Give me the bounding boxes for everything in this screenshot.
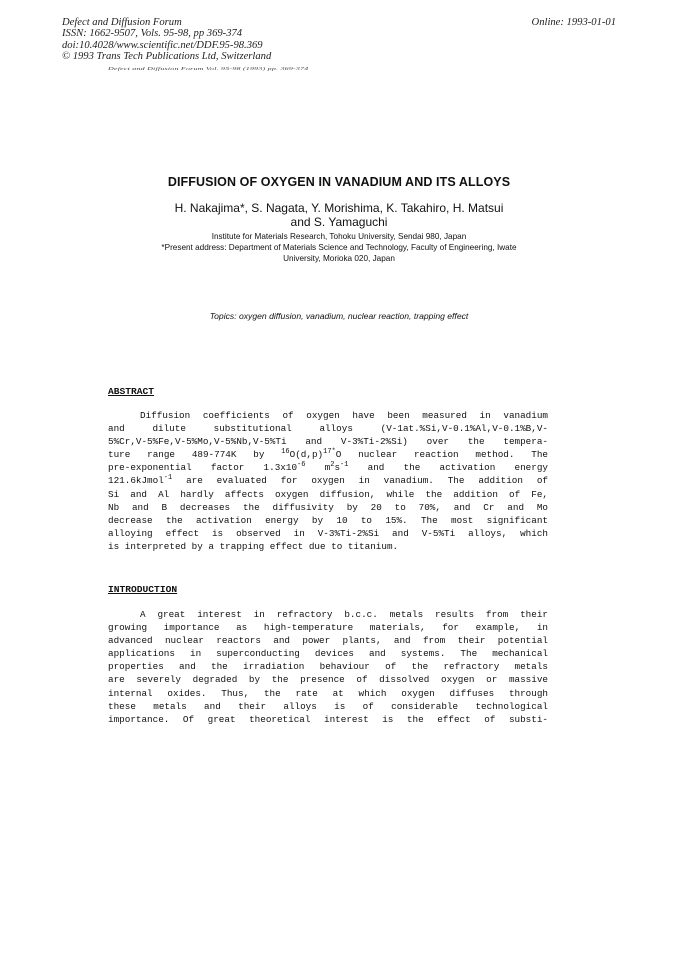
affiliation-line-1: Institute for Materials Research, Tohoku University, Sendai 980, Japan xyxy=(211,232,467,241)
topics: Topics: oxygen diffusion, vanadium, nuclear reaction, trapping effect xyxy=(209,311,469,321)
introduction-body xyxy=(108,608,548,726)
original-running-header: Defect and Diffusion Forum Vol. 95-98 (1993) pp. 369-374 xyxy=(108,66,309,71)
abstract-line: Si and Al hardly affects oxygen diffusion, while the addition of Fe, xyxy=(108,488,548,500)
intro-line: are severely degraded by the presence of dissolved oxygen or massive xyxy=(108,674,548,686)
abstract-line-prefactor: pre-exponential factor $1.3x10^{-6}$ $m^2s^{-1}$ and the activation energy xyxy=(108,461,548,474)
header-journal-name: Defect and Diffusion Forum xyxy=(62,17,182,28)
abstract-line: Diffusion coefficients of oxygen have been measured in vanadium xyxy=(140,410,548,421)
affiliation-line-2: *Present address: Department of Materials Science and Technology, Faculty of Engineering, Iwate xyxy=(161,242,517,252)
introduction-heading: INTRODUCTION xyxy=(108,584,178,595)
header-copyright: © 1993 Trans Tech Publications Ltd, Switzerland xyxy=(62,51,272,63)
intro-line: advanced nuclear reactors and power plants, and from their potential xyxy=(108,635,548,647)
abstract-line: 5%Cr,V-5%Fe,V-5%Mo,V-5%Nb,V-5%Ti and V-3%Ti-2%Si) over the tempera- xyxy=(108,436,548,448)
authors xyxy=(0,202,678,229)
abstract-line: and dilute substitutional alloys (V-1at.%Si,V-0.1%Al,V-0.1%B,V- xyxy=(108,423,548,435)
abstract-line: is interpreted by a trapping effect due to titanium. xyxy=(108,540,399,552)
abstract-body xyxy=(108,409,548,553)
intro-line: properties and the irradiation behaviour of the refractory metals xyxy=(108,661,548,673)
abstract-line-energy: 121.6kJmol$^{-1}$ are evaluated for oxygen in vanadium. The addition of xyxy=(108,474,548,487)
intro-line: importance. Of great theoretical interest is the effect of substi- xyxy=(108,713,548,725)
paper-title: DIFFUSION OF OXYGEN IN VANADIUM AND ITS ALLOYS xyxy=(167,175,511,189)
online-date: Online: 1993-01-01 xyxy=(531,17,616,28)
abstract-line: Nb and B decreases the diffusivity by 20 to 70%, and Cr and Mo xyxy=(108,501,548,513)
intro-line: A great interest in refractory b.c.c. metals results from their xyxy=(140,609,548,620)
abstract-line-reaction: ture range 489-774K by $^{16}O(d,p)^{17*}O$ nuclear reaction method. The xyxy=(108,448,548,461)
intro-line: these metals and their alloys is of considerable technological xyxy=(108,700,548,712)
header-issn: ISSN: 1662-9507, Vols. 95-98, pp 369-374 xyxy=(62,28,243,40)
authors-line-2: and S. Yamaguchi xyxy=(290,214,388,229)
intro-line: growing importance as high-temperature materials, for example, in xyxy=(108,622,548,634)
abstract-line: decrease the activation energy by 10 to 15%. The most significant xyxy=(108,514,548,526)
journal-header xyxy=(62,17,271,63)
abstract-line: alloying effect is observed in V-3%Ti-2%Si and V-5%Ti alloys, which xyxy=(108,527,548,539)
intro-line: internal oxides. Thus, the rate at which oxygen diffuses through xyxy=(108,687,548,699)
intro-line: applications in superconducting devices and systems. The mechanical xyxy=(108,648,548,660)
header-doi: doi:10.4028/www.scientific.net/DDF.95-98.369 xyxy=(62,39,263,51)
affiliation xyxy=(0,232,678,264)
abstract-heading: ABSTRACT xyxy=(108,386,155,397)
affiliation-line-3: University, Morioka 020, Japan xyxy=(283,253,395,263)
authors-line-1: H. Nakajima*, S. Nagata, Y. Morishima, K. Takahiro, H. Matsui xyxy=(174,201,504,215)
